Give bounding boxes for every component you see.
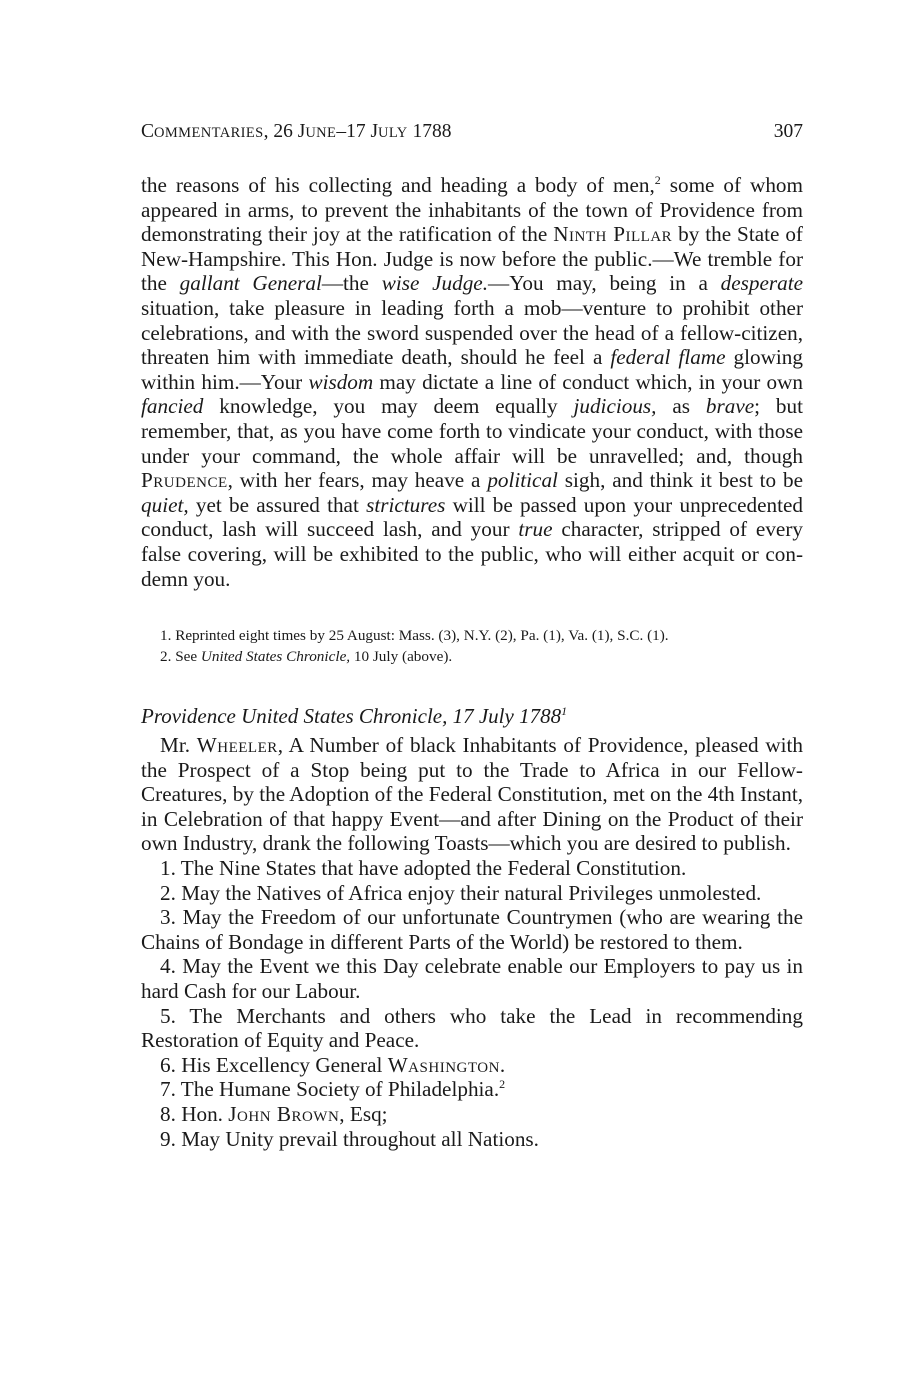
text-run: Mr. — [160, 733, 197, 757]
text-run: 7. The Humane Society of Philadelphia. — [160, 1077, 500, 1102]
toast-7 — [141, 1077, 803, 1102]
small-caps-run: Wheeler — [196, 733, 278, 757]
running-head-run: –17 — [336, 121, 371, 142]
first-document-body — [141, 173, 803, 591]
text-run: Providence United States Chronicle, 17 July 1788 — [141, 704, 562, 728]
small-caps-run: Washington — [387, 1052, 500, 1077]
second-document-body — [141, 733, 803, 1151]
italic-run: wise Judge. — [381, 271, 488, 296]
text-run: 4. May the Event we this Day celebrate enable our Employers to pay us in hard Cash for our Labour. — [141, 954, 803, 1003]
toast-3 — [141, 905, 803, 954]
toast-1 — [141, 856, 803, 881]
running-head-run: OMMENTARIES — [154, 125, 264, 141]
text-run: 1. Reprinted eight times by 25 August: Mass. (3), N.Y. (2), Pa. (1), Va. (1), S.C. (1). — [160, 627, 669, 644]
running-head-run: J — [297, 121, 306, 142]
italic-run: desperate — [720, 271, 804, 296]
text-run: the reasons of his collecting and heading a body of men, — [141, 173, 655, 197]
running-head-run: ULY — [378, 125, 408, 141]
text-run: 8. Hon. — [160, 1101, 229, 1126]
toast-5 — [141, 1004, 803, 1053]
italic-run: fancied — [141, 394, 204, 419]
text-run: 10 July (above). — [350, 648, 453, 665]
italic-run: strictures — [366, 492, 446, 517]
text-run: 1. The Nine States that have adopted the Federal Constitution. — [160, 855, 687, 880]
text-run: glowing within him.—Your — [141, 345, 803, 394]
first-document-notes — [141, 625, 803, 667]
text-run: sigh, and think it best to be — [557, 468, 803, 493]
footnote-ref: 2 — [499, 1077, 506, 1092]
text-run: some of whom appeared in arms, to prevent the inhabitants of the town of Providence from demonstrating their joy at the ratification of the — [141, 173, 803, 247]
text-run: ; but remember, that, as you have come forth to vindicate your conduct, with those under your command, the whole affair will be unravelled; and, though — [141, 394, 804, 468]
text-run: as — [656, 394, 706, 419]
toast-4 — [141, 954, 803, 1003]
running-head-run: J — [370, 121, 379, 142]
toast-2 — [141, 881, 803, 906]
text-run: knowledge, you may deem equally — [203, 394, 574, 419]
running-head-run: C — [141, 121, 155, 142]
italic-run: gallant General — [179, 271, 322, 296]
text-run: , Esq; — [339, 1101, 388, 1126]
text-run: 9. May Unity prevail throughout all Nations. — [160, 1126, 539, 1151]
text-run: . — [499, 1052, 506, 1077]
text-run: by the State of New-Hampshire. This Hon. Judge is now before the public.—We tremble for the — [141, 222, 803, 296]
running-head-section — [141, 121, 451, 143]
toast-8 — [141, 1102, 803, 1127]
toast-6 — [141, 1053, 803, 1078]
footnote-2 — [141, 646, 803, 667]
italic-run: political — [487, 468, 558, 493]
italic-run: federal flame — [610, 345, 726, 370]
italic-run: judicious, — [573, 394, 657, 419]
running-head-run: 1788 — [407, 121, 452, 142]
footnote-1 — [141, 625, 803, 646]
text-run: —You may, being in a — [488, 271, 721, 296]
small-caps-run: Prudence — [141, 468, 228, 493]
page-number: 307 — [773, 121, 803, 142]
text-run: 6. His Excellency General — [160, 1052, 388, 1077]
small-caps-run: John Brown — [228, 1101, 340, 1126]
footnote-ref: 1 — [561, 704, 568, 718]
text-run: will be passed upon your unprecedented conduct, lash will succeed lash, and your — [141, 492, 803, 542]
first-document-paragraph — [141, 173, 803, 591]
italic-run: true — [518, 517, 553, 542]
letter-intro — [141, 733, 803, 856]
text-run: 5. The Merchants and others who take the Lead in recommending Restoration of Equity and Peace. — [141, 1003, 803, 1053]
text-run: 2. See — [160, 648, 201, 665]
text-run: , with her fears, may heave a — [227, 468, 488, 493]
italic-run: quiet, — [141, 492, 189, 517]
italic-run: wisdom — [308, 369, 374, 394]
footnote-ref: 2 — [654, 172, 661, 187]
text-run: 2. May the Natives of Africa enjoy their natural Privileges unmolested. — [160, 880, 762, 905]
text-run: —the — [321, 271, 382, 296]
running-head-run: , 26 — [263, 121, 298, 142]
italic-run: brave — [705, 394, 755, 419]
running-head — [141, 121, 803, 143]
toast-9 — [141, 1127, 803, 1152]
running-head-run: UNE — [305, 125, 337, 141]
text-run: may dictate a line of conduct which, in your own — [373, 369, 803, 394]
text-run: 3. May the Freedom of our unfortunate Countrymen (who are wearing the Chains of Bondage in different Parts of the World) be restored to them. — [141, 905, 803, 954]
italic-run: United States Chronicle, — [200, 648, 351, 665]
text-run: yet be assured that — [188, 492, 367, 517]
second-document-heading — [141, 704, 803, 729]
small-caps-run: Ninth Pillar — [553, 222, 673, 247]
text-run: character, stripped of every false covering, will be exhibited to the public, who will either acquit or condemn you. — [141, 517, 803, 591]
text-run: , A Number of black Inhabitants of Providence, pleased with the Prospect of a Stop being put to the Trade to Africa in our Fellow-Creatures, by the Adoption of the Federal Constitution, met on the 4th Instant, in Celebration of that happy Event—and after Dining on the Product of their own Industry, drank the following Toasts—which you are desired to publish. — [141, 733, 804, 856]
text-run: situation, take pleasure in leading forth a mob—venture to prohibit other celebrations, and with the sword suspended over the head of a fellow-citizen, threaten him with immediate death, should he feel a — [141, 295, 803, 370]
